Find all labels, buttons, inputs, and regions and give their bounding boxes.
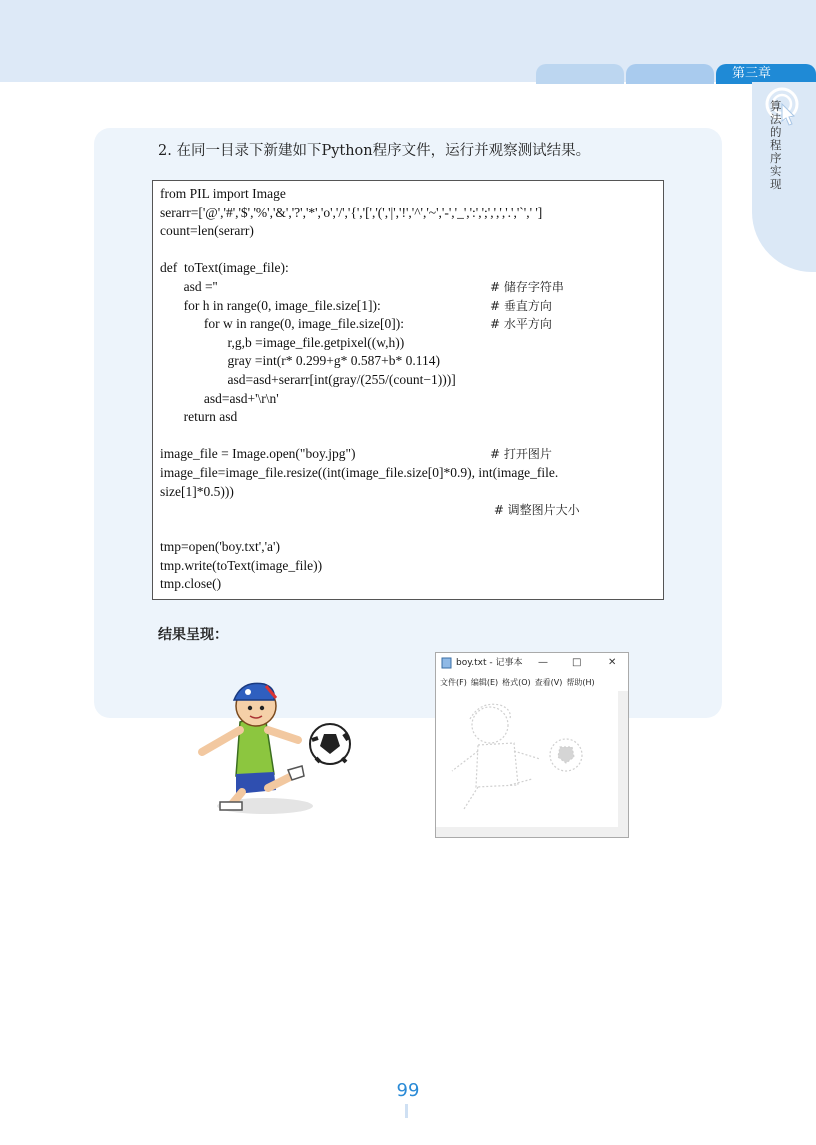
code-text: tmp.close()	[160, 576, 222, 592]
code-line	[160, 315, 656, 334]
notepad-icon	[441, 657, 452, 669]
notepad-vertical-scrollbar[interactable]	[618, 691, 628, 827]
code-line	[160, 501, 656, 520]
result-label: 结果呈现：	[158, 627, 228, 643]
code-comment: # 打开图片	[490, 447, 552, 462]
side-tab-label: 算法的程序实现	[770, 99, 782, 191]
code-line	[160, 520, 656, 539]
code-line	[160, 259, 656, 278]
code-comment: # 储存字符串	[490, 279, 564, 294]
code-text: count=len(serarr)	[160, 223, 254, 239]
code-line	[160, 557, 656, 576]
menu-view[interactable]: 查看(V)	[534, 678, 563, 687]
minimize-icon[interactable]: —	[538, 657, 548, 668]
close-icon[interactable]: ✕	[608, 657, 617, 668]
code-text: gray =int(r* 0.299+g* 0.587+b* 0.114)	[160, 353, 440, 369]
notepad-menubar	[436, 675, 628, 691]
code-line	[160, 408, 656, 427]
code-text: serarr=['@','#','$','%','&','?','*','o','/','{','[','(','|','!','^','~','-','_',':',';',',','.','`',' ']	[160, 204, 543, 220]
code-line	[160, 352, 656, 371]
code-block	[152, 180, 664, 600]
code-text: asd=asd+'\r\n'	[160, 390, 279, 406]
chapter-tab-inactive-1	[536, 64, 624, 84]
code-line	[160, 483, 656, 502]
menu-format[interactable]: 格式(O)	[502, 678, 531, 687]
code-text: asd =''	[160, 278, 218, 294]
code-line	[160, 445, 656, 464]
code-line	[160, 464, 656, 483]
page-number: 99	[396, 1080, 420, 1101]
code-line	[160, 185, 656, 204]
code-line	[160, 538, 656, 557]
code-text: return asd	[160, 409, 238, 425]
code-line	[160, 390, 656, 409]
notepad-titlebar	[436, 653, 628, 673]
chapter-tab-inactive-2	[626, 64, 714, 84]
maximize-icon[interactable]: □	[572, 657, 582, 668]
code-line	[160, 575, 656, 594]
code-line	[160, 204, 656, 223]
code-text: size[1]*0.5)))	[160, 483, 234, 499]
soccer-boy-illustration	[180, 678, 360, 828]
code-comment: # 水平方向	[490, 317, 552, 332]
code-text: for h in range(0, image_file.size[1]):	[160, 297, 381, 313]
code-text: from PIL import Image	[160, 186, 286, 201]
code-text: tmp.write(toText(image_file))	[160, 557, 323, 573]
code-line	[160, 241, 656, 260]
code-line	[160, 222, 656, 241]
ascii-art-output	[440, 691, 618, 827]
code-text: for w in range(0, image_file.size[0]):	[160, 316, 405, 332]
page-number-marker	[405, 1104, 408, 1118]
code-line	[160, 297, 656, 316]
menu-file[interactable]: 文件(F)	[440, 678, 467, 687]
menu-help[interactable]: 帮助(H)	[566, 678, 595, 687]
notepad-window	[435, 652, 629, 838]
notepad-horizontal-scrollbar[interactable]	[436, 827, 628, 837]
code-text: asd=asd+serarr[int(gray/(255/(count−1)))]	[160, 371, 456, 387]
code-text: tmp=open('boy.txt','a')	[160, 539, 280, 555]
code-comment: # 垂直方向	[490, 298, 552, 313]
code-comment: # 调整图片大小	[490, 503, 580, 518]
menu-edit[interactable]: 编辑(E)	[470, 678, 499, 687]
notepad-title: boy.txt - 记事本	[456, 658, 523, 668]
code-line	[160, 371, 656, 390]
chapter-tab-active: 第三章	[716, 64, 816, 84]
question-text: 2. 在同一目录下新建如下Python程序文件，运行并观察测试结果。	[158, 143, 591, 159]
code-line	[160, 278, 656, 297]
code-line	[160, 334, 656, 353]
code-text: r,g,b =image_file.getpixel((w,h))	[160, 334, 405, 350]
code-text: image_file = Image.open("boy.jpg")	[160, 446, 356, 462]
code-line	[160, 427, 656, 446]
side-tab	[752, 82, 816, 272]
code-text: image_file=image_file.resize((int(image_file.size[0]*0.9), int(image_file.	[160, 464, 559, 480]
code-text: def toText(image_file):	[160, 260, 289, 276]
